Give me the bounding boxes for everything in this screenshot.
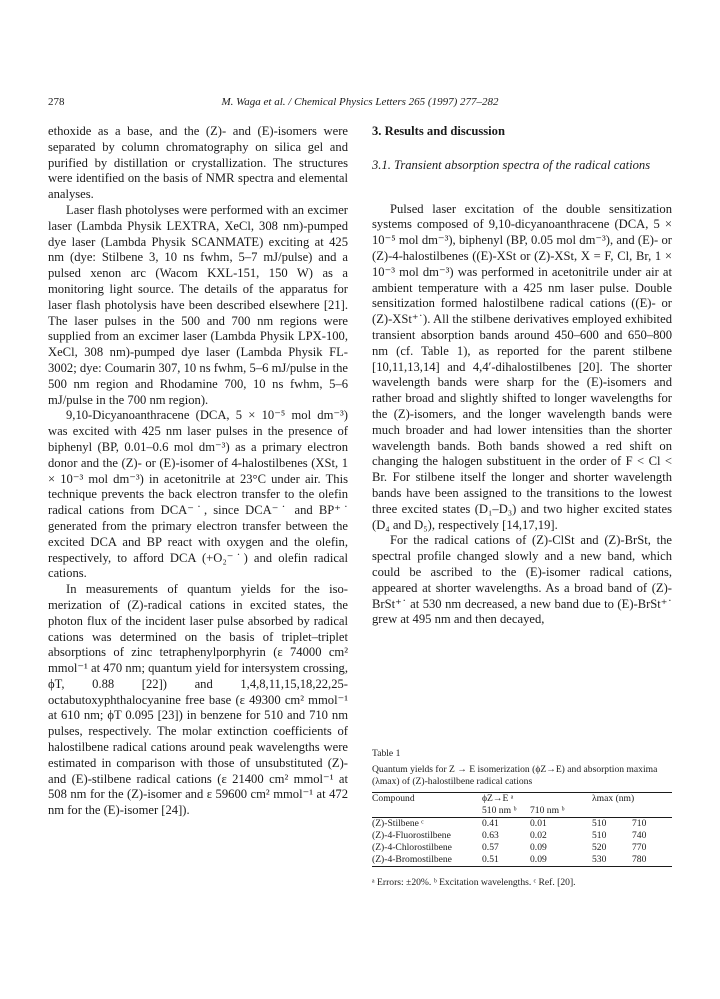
table-caption: Quantum yields for Z → E isomerization (ϕZ→E) and absorption maxima (λmax) of (Z)-halostilbene radical cations <box>372 764 658 787</box>
cell-lambda1: 520 <box>592 842 607 853</box>
sub-header-710: 710 nm ᵇ <box>530 805 592 818</box>
running-head: M. Waga et al. / Chemical Physics Letters 265 (1997) 277–282 <box>221 96 499 108</box>
cell-lambda1: 510 <box>592 830 607 841</box>
left-paragraph-4: In measurements of quantum yields for the isomerization of (Z)-radical cations in excited states, the photon flux of the incident laser pulse absorbed by radical cations was determined on the basis of triplet–triplet absorptions of zinc tetraphenylporphyrin (ε 74000 cm² mmol⁻¹ at 470 nm; quantum yield for intersystem crossing, ϕT, 0.88 [22]) and 1,4,8,11,15,18,22,25-octabutoxyphthalocyanine free base (ε 49300 cm² mmol⁻¹ at 610 nm; ϕT 0.095 [23]) in benzene for 510 and 710 nm pulses, respectively. The molar extinction coefficients of halostilbene radical cations around peak wavelengths were estimated in comparison with those of unsubstituted (Z)- and (E)-stilbene radical cations (ε 21400 cm² mmol⁻¹ at 508 nm for the (Z)-isomer and ε 59600 cm² mmol⁻¹ at 472 nm for the (E)-isomer [24]). <box>48 582 348 818</box>
cell-phi710: 0.09 <box>530 854 592 867</box>
cell-phi510: 0.63 <box>482 830 499 841</box>
cell-lambda2: 710 <box>632 818 647 829</box>
cell-lambda2: 740 <box>632 830 647 841</box>
table-footnote: ᵃ Errors: ±20%. ᵇ Excitation wavelengths. ᶜ Ref. [20]. <box>372 877 576 888</box>
subsection-heading: 3.1. Transient absorption spectra of the radical cations <box>372 157 651 172</box>
cell-phi710: 0.09 <box>530 842 547 853</box>
table-row <box>372 818 672 831</box>
table-row <box>372 830 672 842</box>
table-label: Table 1 <box>372 748 401 759</box>
col-lambda-header: λmax (nm) <box>592 793 672 806</box>
left-paragraph-3: 9,10-Dicyanoanthracene (DCA, 5 × 10⁻⁵ mol dm⁻³) was excited with 425 nm laser pulses in the presence of biphenyl (BP, 0.01–0.6 mol dm⁻³) as a primary electron donor and the (Z)- or (E)-isomer of 4-halostilbenes (XSt, 1 × 10⁻³ mol dm⁻³) in acetonitrile at 23°C under air. This technique prevents the back electron transfer to the olefin radical cations from DCA⁻˙, since DCA⁻˙ and BP⁺˙ generated from the primary electron transfer between the excited DCA and BP react with oxygen and the olefin, respectively, to afford DCA (+O₂⁻˙) and olefin radical cations. <box>48 408 348 581</box>
section-heading: 3. Results and discussion <box>372 124 505 138</box>
table-row <box>372 842 672 854</box>
cell-lambda1: 510 <box>592 818 607 829</box>
cell-lambda2: 780 <box>632 854 672 867</box>
left-paragraph-2: Laser flash photolyses were performed with an excimer laser (Lambda Physik LEXTRA, XeCl, 308 nm)-pumped dye laser (Lambda Physik SCANMATE) exciting at 425 nm (dye: Stilbene 3, 10 ns fwhm, 5–7 mJ/pulse) and a pulsed xenon arc (Wacom KXL-151, 150 W) as a monitoring light source. The details of the apparatus for laser flash photolysis have been described elsewhere [21]. The laser pulses in the 500 and 700 nm regions were supplied from an excimer laser (Lambda Physik LPX-100, XeCl, 308 nm)-pumped dye laser (Lambda Physik FL-3002; dye: Coumarin 307, 10 ns fwhm, 5–6 mJ/pulse in the 500 nm region and Rhodamine 700, 10 ns fwhm, 5–6 mJ/pulse in the 700 nm region). <box>48 202 348 407</box>
cell-phi510: 0.51 <box>482 854 530 867</box>
cell-phi710: 0.01 <box>530 818 547 829</box>
cell-lambda1: 530 <box>592 854 632 867</box>
col-compound-header: Compound <box>372 793 482 806</box>
data-table <box>372 792 672 867</box>
right-paragraph-2: For the radical cations of (Z)-ClSt and (Z)-BrSt, the spectral profile changed slowly and a new band, which could be ascribed to the (E)-isomer radical cations, appeared at shorter wavelengths. As a broad band of (Z)-BrSt⁺˙ at 530 nm decreased, a new band due to (E)-BrSt⁺˙ grew at 495 nm and then decayed, <box>372 533 672 627</box>
cell-compound: (Z)-4-Bromostilbene <box>372 854 482 867</box>
table-row <box>372 854 672 867</box>
col-phi-header: ϕZ→E ᵃ <box>482 793 592 806</box>
cell-phi710: 0.02 <box>530 830 547 841</box>
right-column <box>372 124 672 628</box>
table-1 <box>372 748 672 889</box>
sub-header-510: 510 nm ᵇ <box>482 805 530 818</box>
page-header <box>48 96 672 112</box>
page-number: 278 <box>48 96 65 108</box>
cell-compound: (Z)-4-Chlorostilbene <box>372 842 452 853</box>
left-column <box>48 124 348 819</box>
cell-compound: (Z)-4-Fluorostilbene <box>372 830 451 841</box>
left-paragraph-1: ethoxide as a base, and the (Z)- and (E)-isomers were separated by column chromatography on silica gel and purified by distillation or crystallization. The structures were identified on the basis of NMR spectra and elemental analyses. <box>48 124 348 202</box>
cell-compound: (Z)-Stilbene ᶜ <box>372 818 424 829</box>
right-paragraph-1: Pulsed laser excitation of the double sensitization systems composed of 9,10-dicyanoanthracene (DCA, 5 × 10⁻⁵ mol dm⁻³), biphenyl (BP, 0.05 mol dm⁻³), and (E)- or (Z)-4-halostilbenes ((E)-XSt or (Z)-XSt, X = F, Cl, Br, 1 × 10⁻³ mol dm⁻³) was performed in acetonitrile under air at ambient temperature with a 425 nm laser pulse. Double sensitization formed halostilbene radical cations ((E)- or (Z)-XSt⁺˙). All the stilbene derivatives employed exhibited transient absorption bands around 450–600 and 650–800 nm (cf. Table 1), as reported for the parent stilbene [10,11,13,14] and 4,4′-dihalostilbenes [20]. The shorter wavelength bands were sharp for the (E)-isomers and rather broad and slightly shifted to longer wavelengths for the (Z)-isomers, and the longer wavelength bands were much broader and had lower intensities than the shorter wavelength bands. Both bands showed a red shift on changing the halogen substituent in the order of F < Cl < Br. For stilbene itself the longer and shorter wavelength bands have been assigned to the transitions to the lowest three excited states (D₁–D₃) and two higher excited states (D₄ and D₅), respectively [14,17,19]. <box>372 201 672 532</box>
cell-phi510: 0.41 <box>482 818 499 829</box>
cell-phi510: 0.57 <box>482 842 499 853</box>
cell-lambda2: 770 <box>632 842 647 853</box>
